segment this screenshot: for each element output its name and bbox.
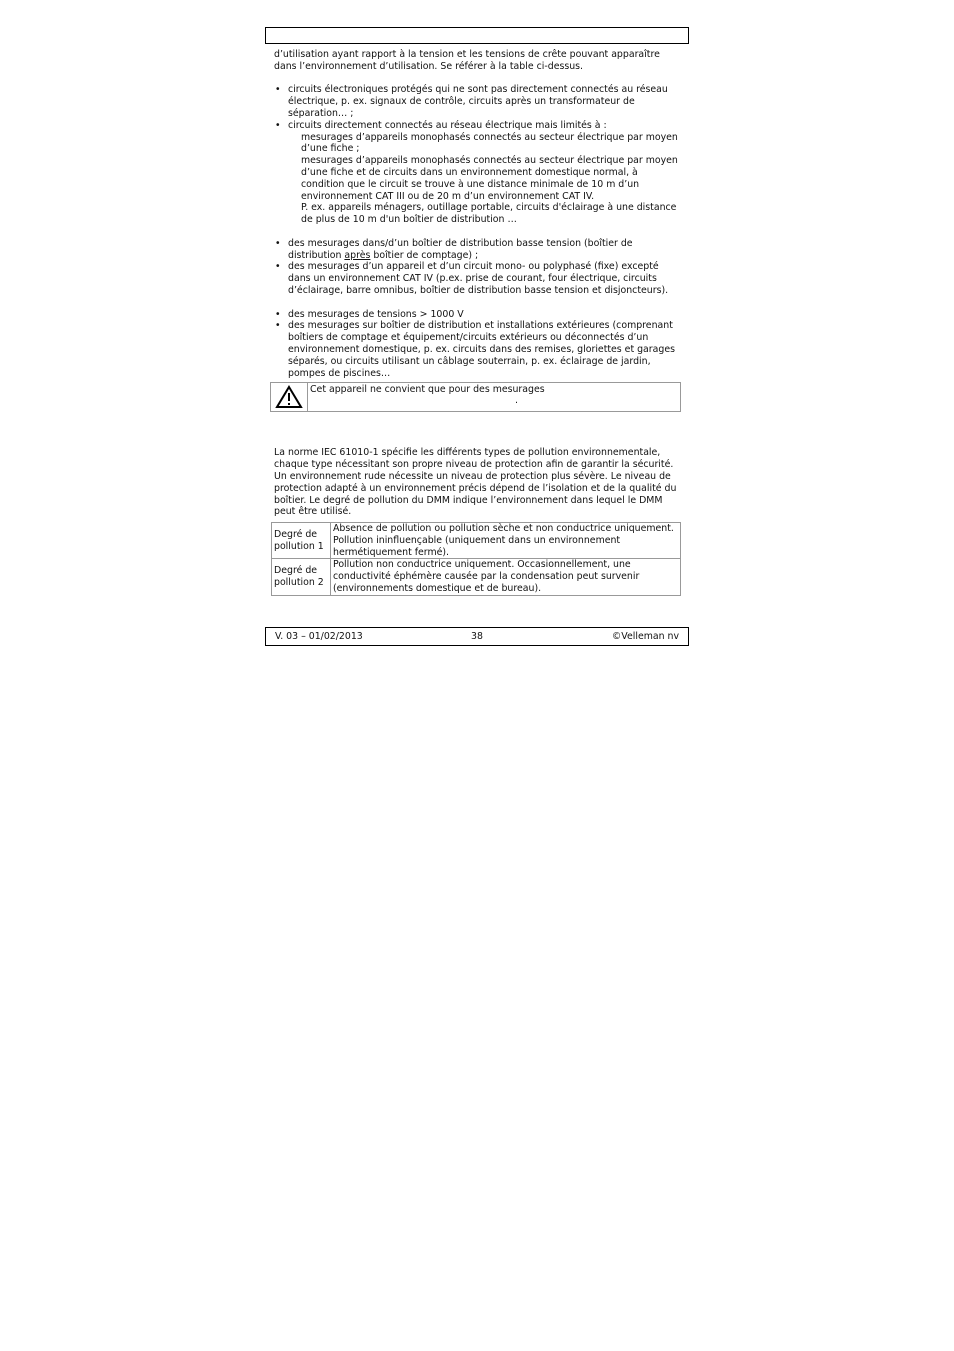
pollution-degree: Degré de pollution 1: [272, 523, 331, 559]
page-header-box: [265, 27, 689, 44]
list-item: • des mesurages sur boîtier de distribution et installations extérieures (comprenant boîtiers de comptage et équipement/circuits extérieurs ou déconnectés d’un environnement domestique, p. ex. circuits dans des remises, gloriettes et garages séparés, ou circuits utilisant un câblage souterrain, p. ex. éclairage de jardin, pompes de piscines…: [274, 320, 684, 379]
list-item: • des mesurages d’un appareil et d’un circuit mono- ou polyphasé (fixe) excepté dans un environnement CAT IV (p.ex. prise de courant, four électrique, circuits d’éclairage, barre omnibus, boîtier de distribution basse tension et disjoncteurs).: [274, 261, 684, 296]
category-list-1: [274, 84, 684, 226]
pollution-paragraph: La norme IEC 61010-1 spécifie les différents types de pollution environnementale, chaque type nécessitant son propre niveau de protection afin de garantir la sécurité. Un environnement rude nécessite un niveau de protection plus sévère. Le niveau de protection adapté à un environnement précis dépend de l’isolation et de la qualité du boîtier. Le degré de pollution du DMM indique l’environnement dans lequel le DMM peut être utilisé.: [274, 447, 677, 518]
warning-text: Cet appareil ne convient que pour des mesurages .: [310, 384, 545, 407]
underlined-word: après: [344, 249, 371, 261]
pollution-description: Pollution non conductrice uniquement. Occasionnellement, une conductivité éphémère causée par la condensation peut survenir (environnements domestique et de bureau).: [331, 559, 681, 595]
footer-copyright: ©Velleman nv: [611, 631, 679, 642]
warning-triangle-icon: [271, 383, 308, 411]
page-footer: [265, 627, 689, 646]
sub-item: P. ex. appareils ménagers, outillage portable, circuits d'éclairage à une distance de plus de 10 m d'un boîtier de distribution …: [301, 202, 677, 226]
pollution-description: Absence de pollution ou pollution sèche et non conductrice uniquement. Pollution ininfluençable (uniquement dans un environnement hermétiquement fermé).: [331, 523, 681, 559]
category-list-3: [274, 309, 684, 380]
warning-box: [270, 382, 681, 412]
list-item: • circuits directement connectés au réseau électrique mais limités à : mesurages d’appareils monophasés connectés au secteur électrique par moyen d’une fiche ; mesurages d’appareils monophasés connectés au secteur électrique par moyen d’une fiche et de circuits dans un environnement domestique normal, à condition que le circuit se trouve à une distance minimale de 10 m d’un environnement CAT III ou de 20 m d’un environnement CAT IV. P. ex. appareils ménagers, outillage portable, circuits d'éclairage à une distance de plus de 10 m d'un boîtier de distribution …: [274, 120, 684, 226]
list-item: • des mesurages dans/d’un boîtier de distribution basse tension (boîtier de distribution après boîtier de comptage) ;: [274, 238, 684, 262]
table-row: [272, 523, 681, 559]
sub-item: mesurages d’appareils monophasés connectés au secteur électrique par moyen d’une fiche ;: [301, 131, 678, 155]
pollution-degree: Degré de pollution 2: [272, 559, 331, 595]
pollution-table: [271, 522, 681, 596]
list-item: • circuits électroniques protégés qui ne sont pas directement connectés au réseau électrique, p. ex. signaux de contrôle, circuits après un transformateur de séparation… ;: [274, 84, 684, 119]
category-list-2: [274, 238, 684, 297]
page-content: [274, 49, 684, 596]
list-item: • des mesurages de tensions > 1000 V: [274, 309, 684, 321]
sub-item: mesurages d’appareils monophasés connectés au secteur électrique par moyen d’une fiche et de circuits dans un environnement domestique normal, à condition que le circuit se trouve à une distance minimale de 10 m d’un environnement CAT III ou de 20 m d’un environnement CAT IV.: [301, 155, 678, 202]
footer-version: V. 03 – 01/02/2013: [275, 631, 363, 642]
intro-paragraph: d’utilisation ayant rapport à la tension et les tensions de crête pouvant apparaître dans l’environnement d’utilisation. Se référer à la table ci-dessus.: [274, 49, 660, 72]
page-number: 38: [471, 631, 483, 642]
table-row: [272, 559, 681, 595]
